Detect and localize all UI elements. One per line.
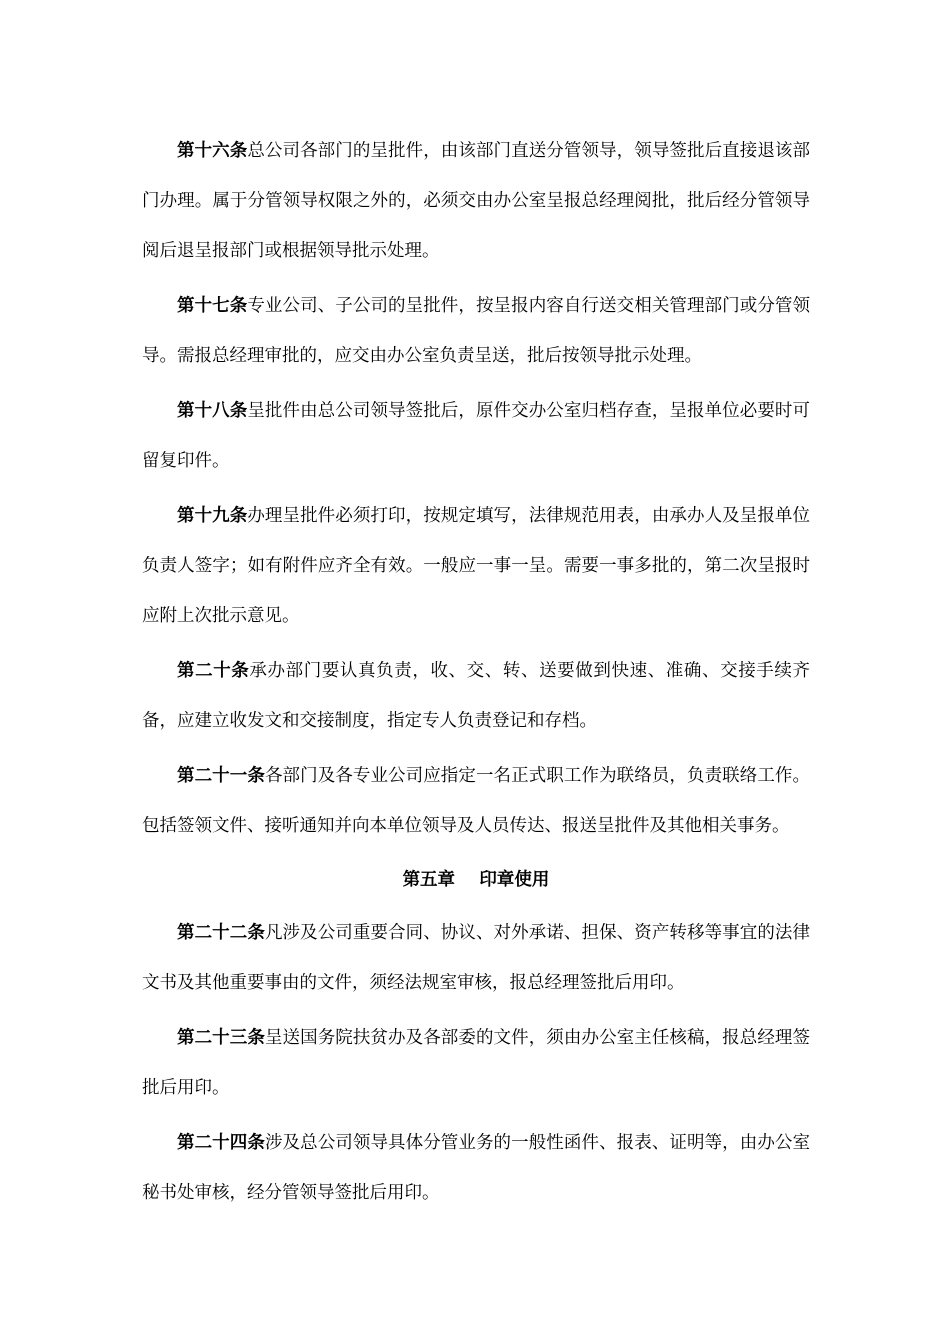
article-17 xyxy=(142,281,810,381)
chapter-heading: 第五章 印章使用 xyxy=(402,870,550,890)
article-title: 第十八条 xyxy=(177,401,248,421)
article-text: 涉及总公司领导具体分管业务的一般性函件、报表、证明等，由办公室秘书处审核，经分管领导签批后用印。 xyxy=(142,1133,811,1203)
article-text: 总公司各部门的呈批件，由该部门直送分管领导，领导签批后直接退该部门办理。属于分管领导权限之外的，必须交由办公室呈报总经理阅批，批后经分管领导阅后退呈报部门或根据领导批示处理。 xyxy=(142,141,810,261)
article-19 xyxy=(142,491,810,641)
article-21 xyxy=(142,751,810,851)
article-title: 第十九条 xyxy=(177,506,248,526)
article-title: 第二十二条 xyxy=(177,923,265,943)
article-text: 凡涉及公司重要合同、协议、对外承诺、担保、资产转移等事宜的法律文书及其他重要事由的文件，须经法规室审核，报总经理签批后用印。 xyxy=(142,923,811,993)
article-text: 各部门及各专业公司应指定一名正式职工作为联络员，负责联络工作。包括签领文件、接听通知并向本单位领导及人员传达、报送呈批件及其他相关事务。 xyxy=(142,766,811,836)
article-text: 办理呈批件必须打印，按规定填写，法律规范用表，由承办人及呈报单位负责人签字；如有附件应齐全有效。一般应一事一呈。需要一事多批的，第二次呈报时应附上次批示意见。 xyxy=(142,506,810,626)
article-24 xyxy=(142,1118,810,1218)
article-text: 承办部门要认真负责，收、交、转、送要做到快速、准确、交接手续齐备，应建立收发文和交接制度，指定专人负责登记和存档。 xyxy=(142,661,811,731)
article-title: 第十六条 xyxy=(177,141,248,161)
article-16 xyxy=(142,126,810,276)
document-body xyxy=(142,126,810,1223)
article-text: 呈送国务院扶贫办及各部委的文件，须由办公室主任核稿，报总经理签批后用印。 xyxy=(142,1028,811,1098)
article-20 xyxy=(142,646,810,746)
article-title: 第二十一条 xyxy=(177,766,265,786)
article-title: 第二十三条 xyxy=(177,1028,265,1048)
article-text: 呈批件由总公司领导签批后，原件交办公室归档存查，呈报单位必要时可留复印件。 xyxy=(142,401,810,471)
article-title: 第二十条 xyxy=(177,661,250,681)
article-title: 第二十四条 xyxy=(177,1133,265,1153)
article-text: 专业公司、子公司的呈批件，按呈报内容自行送交相关管理部门或分管领导。需报总经理审批的，应交由办公室负责呈送，批后按领导批示处理。 xyxy=(142,296,810,366)
article-23 xyxy=(142,1013,810,1113)
article-title: 第十七条 xyxy=(177,296,248,316)
article-18 xyxy=(142,386,810,486)
article-22 xyxy=(142,908,810,1008)
